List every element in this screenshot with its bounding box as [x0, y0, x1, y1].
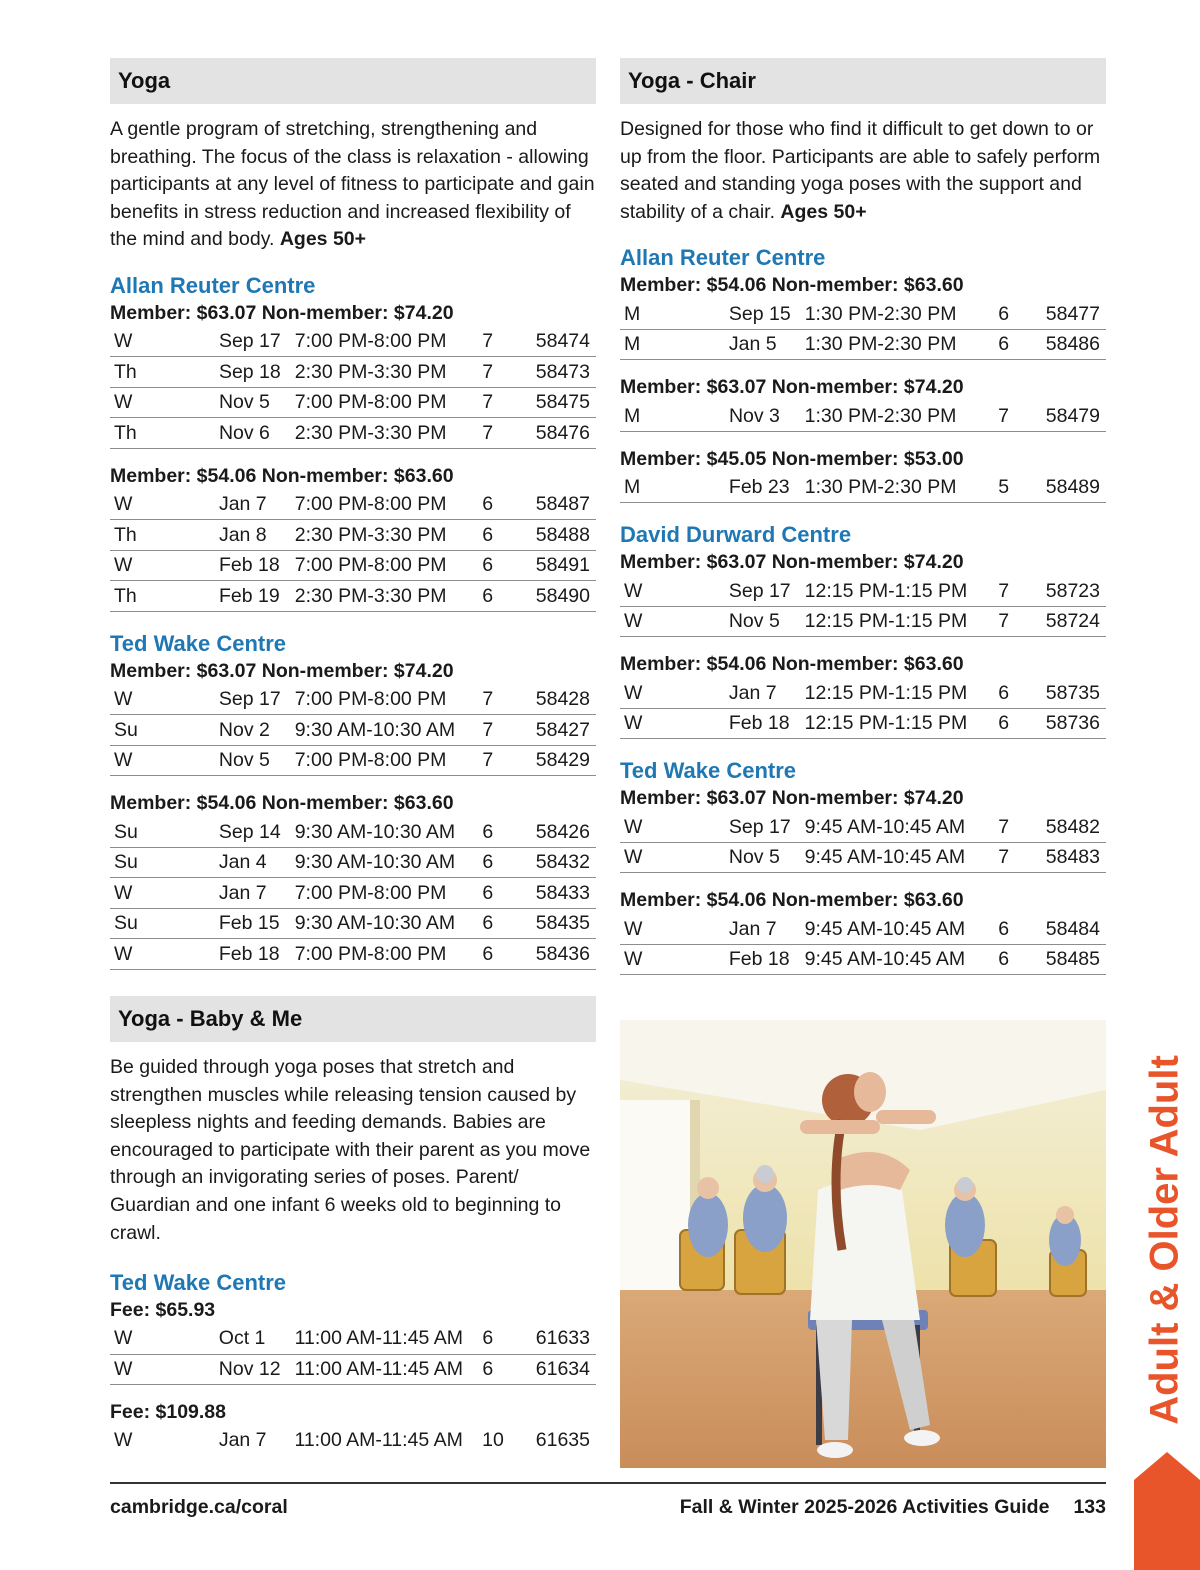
day-cell: W	[114, 1429, 133, 1452]
time-cell: 7:00 PM-8:00 PM	[295, 387, 483, 418]
time-cell: 7:00 PM-8:00 PM	[295, 550, 483, 581]
table-row	[620, 299, 1106, 329]
date-cell: Feb 18	[729, 944, 805, 975]
time-cell: 2:30 PM-3:30 PM	[295, 357, 483, 388]
date-cell: Nov 5	[219, 387, 295, 418]
day-cell: W	[620, 842, 729, 873]
schedule-table	[110, 490, 596, 612]
date-cell: Feb 18	[729, 708, 805, 739]
price-line: Member: $54.06 Non-member: $63.60	[110, 792, 454, 815]
day-cell: Su	[110, 847, 219, 878]
weeks-cell: 6	[482, 581, 535, 612]
price-line: Member: $54.06 Non-member: $63.60	[620, 274, 964, 297]
table-row	[110, 550, 596, 581]
schedule-table	[110, 327, 596, 449]
date-cell: Nov 2	[219, 715, 295, 746]
schedule-table	[620, 812, 1106, 873]
schedule-table	[620, 576, 1106, 637]
footer-url[interactable]: cambridge.ca/coral	[110, 1496, 288, 1518]
weeks-cell: 6	[482, 847, 535, 878]
course-code-cell: 58435	[536, 908, 596, 939]
time-cell: 9:45 AM-10:45 AM	[805, 842, 999, 873]
table-row	[110, 715, 596, 746]
date-cell: Nov 5	[729, 606, 805, 637]
table-row	[620, 401, 1106, 431]
course-code-cell: 58735	[1046, 678, 1106, 708]
weeks-cell: 6	[482, 520, 535, 551]
date-cell: Sep 15	[729, 299, 805, 329]
day-cell: W	[620, 944, 729, 975]
price-line: Member: $63.07 Non-member: $74.20	[110, 659, 454, 682]
price-line: Member: $63.07 Non-member: $74.20	[110, 301, 454, 324]
time-cell: 2:30 PM-3:30 PM	[295, 418, 483, 449]
time-cell: 11:00 AM-11:45 AM	[294, 1429, 463, 1452]
table-row	[110, 817, 596, 847]
table-row	[620, 576, 1106, 606]
day-cell: Su	[110, 715, 219, 746]
time-cell: 9:30 AM-10:30 AM	[295, 908, 483, 939]
date-cell: Jan 5	[729, 329, 805, 360]
centre-heading: Ted Wake Centre	[110, 1270, 287, 1296]
section-title-yoga-chair: Yoga - Chair	[620, 58, 1106, 104]
date-cell: Jan 7	[729, 678, 805, 708]
weeks-cell: 7	[482, 685, 535, 715]
table-row	[110, 520, 596, 551]
day-cell: W	[620, 678, 729, 708]
weeks-cell: 7	[998, 842, 1046, 873]
date-cell: Sep 18	[219, 357, 295, 388]
price-line: Member: $54.06 Non-member: $63.60	[620, 653, 964, 676]
course-code-cell: 58485	[1046, 944, 1106, 975]
price-line: Member: $63.07 Non-member: $74.20	[620, 787, 964, 810]
date-cell: Jan 4	[219, 847, 295, 878]
course-code-cell: 58428	[536, 685, 596, 715]
day-cell: W	[620, 812, 729, 842]
table-row	[620, 944, 1106, 975]
day-cell: W	[110, 939, 219, 970]
table-row	[110, 327, 596, 357]
table-row	[110, 581, 596, 612]
date-cell: Feb 18	[219, 550, 295, 581]
table-row	[110, 908, 596, 939]
table-row	[620, 606, 1106, 637]
date-cell: Jan 7	[219, 490, 295, 520]
time-cell: 12:15 PM-1:15 PM	[805, 576, 999, 606]
day-cell: W	[110, 327, 219, 357]
chair-yoga-photo	[620, 1020, 1106, 1468]
course-code-cell: 58479	[1046, 401, 1106, 431]
yoga-chair-description: Designed for those who find it difficult to get down to or up from the floor. Participants are able to safely perform seated and standing yoga poses with the support and stability of a chair. Ages 50+	[620, 118, 1101, 223]
day-cell: Th	[110, 357, 219, 388]
table-row	[110, 939, 596, 970]
day-cell: Th	[110, 520, 219, 551]
course-code-cell: 58483	[1046, 842, 1106, 873]
course-code-cell: 58723	[1046, 576, 1106, 606]
course-code-cell: 58436	[536, 939, 596, 970]
price-line: Member: $63.07 Non-member: $74.20	[620, 376, 964, 399]
price-line: Fee: $65.93	[110, 1299, 216, 1322]
date-cell: Nov 12	[219, 1354, 295, 1385]
course-code-cell: 58724	[1046, 606, 1106, 637]
course-code-cell: 61635	[535, 1429, 590, 1452]
course-code-cell: 58426	[536, 817, 596, 847]
day-cell: W	[620, 914, 729, 944]
date-cell: Sep 17	[729, 576, 805, 606]
weeks-cell: 6	[482, 878, 535, 909]
weeks-cell: 7	[482, 387, 535, 418]
date-cell: Feb 15	[219, 908, 295, 939]
day-cell: W	[110, 1354, 219, 1385]
table-row	[110, 1354, 596, 1385]
price-line: Member: $63.07 Non-member: $74.20	[620, 551, 964, 574]
centre-heading: Allan Reuter Centre	[110, 272, 316, 298]
weeks-cell: 6	[482, 490, 535, 520]
table-row	[110, 1324, 596, 1354]
time-cell: 7:00 PM-8:00 PM	[295, 490, 483, 520]
day-cell: Th	[110, 418, 219, 449]
weeks-cell: 7	[998, 606, 1046, 637]
time-cell: 7:00 PM-8:00 PM	[295, 878, 483, 909]
schedule-table	[620, 473, 1106, 504]
time-cell: 12:15 PM-1:15 PM	[805, 678, 999, 708]
day-cell: W	[620, 606, 729, 637]
table-row	[110, 418, 596, 449]
day-cell: M	[620, 299, 729, 329]
centre-heading: Ted Wake Centre	[620, 758, 797, 784]
price-line: Member: $54.06 Non-member: $63.60	[620, 889, 964, 912]
time-cell: 9:45 AM-10:45 AM	[805, 944, 999, 975]
course-code-cell: 58432	[536, 847, 596, 878]
day-cell: Su	[110, 908, 219, 939]
day-cell: W	[110, 387, 219, 418]
date-cell: Nov 6	[219, 418, 295, 449]
time-cell: 7:00 PM-8:00 PM	[295, 327, 483, 357]
time-cell: 1:30 PM-2:30 PM	[805, 329, 998, 360]
centre-heading: Allan Reuter Centre	[620, 245, 826, 271]
day-cell: W	[620, 708, 729, 739]
table-row	[110, 685, 596, 715]
course-code-cell: 58486	[1046, 329, 1106, 360]
day-cell: W	[110, 490, 219, 520]
price-line: Fee: $109.88	[110, 1401, 227, 1424]
time-cell: 9:45 AM-10:45 AM	[805, 914, 999, 944]
side-tab-arrow-icon	[1134, 1452, 1200, 1570]
time-cell: 1:30 PM-2:30 PM	[805, 299, 998, 329]
time-cell: 11:00 AM-11:45 AM	[295, 1324, 483, 1354]
course-code-cell: 58482	[1046, 812, 1106, 842]
course-code-cell: 58429	[536, 745, 596, 776]
date-cell: Sep 14	[219, 817, 295, 847]
weeks-cell: 6	[998, 299, 1046, 329]
course-code-cell: 61634	[536, 1354, 596, 1385]
date-cell: Feb 23	[729, 473, 805, 503]
weeks-cell: 7	[482, 327, 535, 357]
footer-rule	[110, 1482, 1106, 1484]
weeks-cell: 6	[482, 817, 535, 847]
table-row	[110, 878, 596, 909]
day-cell: W	[110, 550, 219, 581]
time-cell: 11:00 AM-11:45 AM	[295, 1354, 483, 1385]
schedule-table	[110, 1426, 596, 1456]
table-row	[620, 678, 1106, 708]
course-code-cell: 58491	[536, 550, 596, 581]
yoga-description: A gentle program of stretching, strengthening and breathing. The focus of the class is relaxation - allowing participants at any level of fitness to participate and gain benefits in stress reduction and increased flexibility of the mind and body. Ages 50+	[110, 118, 595, 251]
right-column	[620, 58, 1106, 975]
course-code-cell: 58433	[536, 878, 596, 909]
day-cell: Th	[110, 581, 219, 612]
day-cell: M	[620, 329, 729, 360]
table-row	[620, 812, 1106, 842]
table-row	[110, 847, 596, 878]
date-cell: Sep 17	[219, 327, 295, 357]
course-code-cell: 58427	[536, 715, 596, 746]
price-line: Member: $45.05 Non-member: $53.00	[620, 447, 964, 470]
date-cell: Nov 5	[219, 745, 295, 776]
table-row	[110, 357, 596, 388]
time-cell: 9:30 AM-10:30 AM	[295, 817, 483, 847]
time-cell: 2:30 PM-3:30 PM	[295, 581, 483, 612]
section-title-baby-me: Yoga - Baby & Me	[110, 996, 596, 1042]
centre-heading: Ted Wake Centre	[110, 630, 287, 656]
weeks-cell: 7	[482, 418, 535, 449]
date-cell: Jan 7	[218, 1429, 267, 1452]
weeks-cell: 6	[998, 329, 1046, 360]
weeks-cell: 6	[482, 908, 535, 939]
weeks-cell: 7	[998, 812, 1046, 842]
schedule-table	[620, 678, 1106, 739]
schedule-table	[110, 685, 596, 777]
day-cell: M	[620, 473, 729, 503]
weeks-cell: 6	[482, 1324, 535, 1354]
weeks-cell: 7	[998, 576, 1046, 606]
weeks-cell: 6	[998, 944, 1046, 975]
schedule-table	[620, 401, 1106, 432]
course-code-cell: 58488	[536, 520, 596, 551]
course-code-cell: 58487	[536, 490, 596, 520]
time-cell: 1:30 PM-2:30 PM	[805, 401, 999, 431]
course-code-cell: 58475	[536, 387, 596, 418]
price-line: Member: $54.06 Non-member: $63.60	[110, 464, 454, 487]
course-code-cell: 58490	[536, 581, 596, 612]
day-cell: M	[620, 401, 729, 431]
time-cell: 12:15 PM-1:15 PM	[805, 606, 999, 637]
date-cell: Feb 19	[219, 581, 295, 612]
course-code-cell: 61633	[536, 1324, 596, 1354]
course-code-cell: 58477	[1046, 299, 1106, 329]
day-cell: W	[110, 685, 219, 715]
weeks-cell: 7	[482, 745, 535, 776]
date-cell: Oct 1	[219, 1324, 295, 1354]
table-row	[620, 473, 1106, 503]
table-row	[620, 842, 1106, 873]
table-row	[620, 329, 1106, 360]
weeks-cell: 6	[482, 550, 535, 581]
table-row	[620, 914, 1106, 944]
day-cell: W	[110, 878, 219, 909]
weeks-cell: 6	[998, 708, 1046, 739]
date-cell: Nov 3	[729, 401, 805, 431]
side-tab-label: Adult & Older Adult	[1142, 1055, 1187, 1425]
weeks-cell: 6	[998, 678, 1046, 708]
course-code-cell: 58473	[536, 357, 596, 388]
weeks-cell: 5	[998, 473, 1046, 503]
time-cell: 2:30 PM-3:30 PM	[295, 520, 483, 551]
weeks-cell: 7	[998, 401, 1046, 431]
time-cell: 12:15 PM-1:15 PM	[805, 708, 999, 739]
page-number: 133	[1073, 1496, 1106, 1518]
date-cell: Nov 5	[729, 842, 805, 873]
centre-heading: David Durward Centre	[620, 522, 852, 548]
time-cell: 7:00 PM-8:00 PM	[295, 745, 483, 776]
course-code-cell: 58489	[1046, 473, 1106, 503]
time-cell: 9:30 AM-10:30 AM	[295, 847, 483, 878]
date-cell: Feb 18	[219, 939, 295, 970]
weeks-cell: 6	[482, 1354, 535, 1385]
table-row	[110, 387, 596, 418]
weeks-cell: 10	[482, 1429, 504, 1452]
schedule-table	[620, 914, 1106, 975]
time-cell: 1:30 PM-2:30 PM	[805, 473, 998, 503]
date-cell: Sep 17	[729, 812, 805, 842]
schedule-table	[620, 299, 1106, 360]
schedule-table	[110, 817, 596, 970]
weeks-cell: 6	[998, 914, 1046, 944]
date-cell: Jan 7	[219, 878, 295, 909]
date-cell: Sep 17	[219, 685, 295, 715]
course-code-cell: 58736	[1046, 708, 1106, 739]
weeks-cell: 6	[482, 939, 535, 970]
time-cell: 7:00 PM-8:00 PM	[295, 685, 483, 715]
section-title-yoga: Yoga	[110, 58, 596, 104]
date-cell: Jan 8	[219, 520, 295, 551]
table-row	[110, 745, 596, 776]
left-column	[110, 58, 596, 1456]
day-cell: W	[110, 1324, 219, 1354]
schedule-table	[110, 1324, 596, 1385]
day-cell: Su	[110, 817, 219, 847]
time-cell: 9:45 AM-10:45 AM	[805, 812, 999, 842]
time-cell: 9:30 AM-10:30 AM	[295, 715, 483, 746]
weeks-cell: 7	[482, 715, 535, 746]
table-row	[110, 490, 596, 520]
time-cell: 7:00 PM-8:00 PM	[295, 939, 483, 970]
section-side-tab	[1134, 1040, 1196, 1440]
table-row	[620, 708, 1106, 739]
course-code-cell: 58476	[536, 418, 596, 449]
weeks-cell: 7	[482, 357, 535, 388]
course-code-cell: 58474	[536, 327, 596, 357]
day-cell: W	[110, 745, 219, 776]
guide-title: Fall & Winter 2025-2026 Activities Guide	[679, 1496, 1050, 1518]
baby-me-description: Be guided through yoga poses that stretch and strengthen muscles while releasing tension caused by sleepless nights and feeding demands. Babies are encouraged to participate with their parent as you move through an invigorating series of poses. Parent/ Guardian and one infant 6 weeks old to beginning to crawl.	[110, 1055, 591, 1244]
date-cell: Jan 7	[729, 914, 805, 944]
footer-guide-title	[680, 1496, 1106, 1519]
table-row	[110, 1426, 596, 1456]
course-code-cell: 58484	[1046, 914, 1106, 944]
day-cell: W	[620, 576, 729, 606]
